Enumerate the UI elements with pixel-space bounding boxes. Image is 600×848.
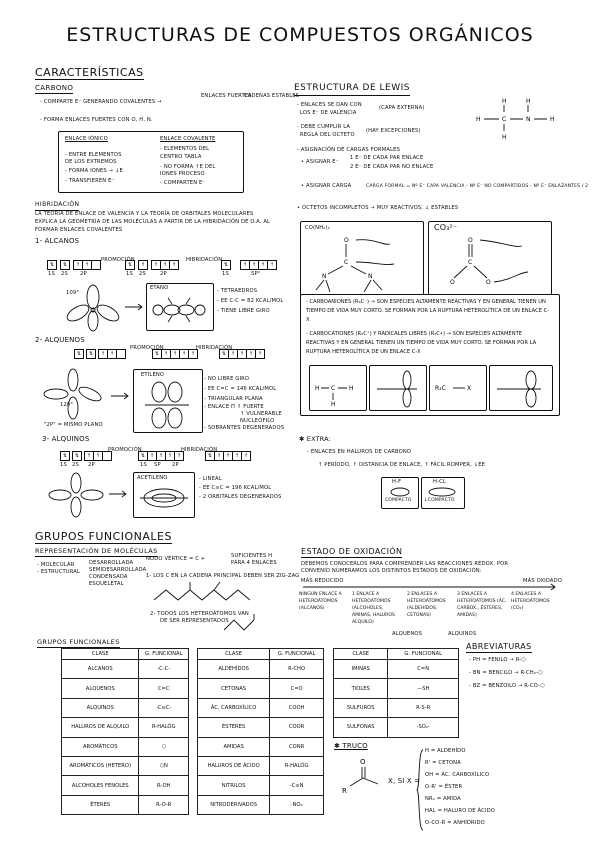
radical-orbital-diagram xyxy=(491,368,549,408)
extra-heading: ✱ EXTRA: xyxy=(299,435,331,443)
table-row xyxy=(198,679,324,698)
table-row xyxy=(62,698,189,717)
table-cell: R-HALÓG xyxy=(139,718,189,737)
table-cell: ALQUENOS xyxy=(62,679,139,698)
orbital-boxes: ↑ ↑ ↑ ↑ xyxy=(240,260,276,270)
svg-text:H: H xyxy=(550,116,555,123)
covalente-item: - NO FORMA ↑E DEL xyxy=(160,164,216,170)
table-cell: AROMÁTICOS (HETERO) xyxy=(62,756,139,775)
carbaniones-text: - CARBOANIONES (R₃C⁻) → SON ESPECIES ALTAMENTE REACTIVAS Y EN GENERAL TIENEN UN TIEMPO DE VIDA MUY CORTO. SE FORMAN POR LA RUPTURA HETEROLÍTICA DE UN ENLACE C-X xyxy=(306,299,550,323)
svg-text:H: H xyxy=(476,116,481,123)
table-cell: ALQUINOS xyxy=(62,698,139,717)
tabla-header: G. FUNCIONAL xyxy=(388,649,459,660)
carbanion-diagram xyxy=(311,368,363,408)
caracteristicas-heading: CARACTERÍSTICAS xyxy=(35,66,144,79)
truco-item: R' = CETONA xyxy=(425,760,461,766)
ionico-item: - ENTRE ELEMENTOS xyxy=(65,152,122,158)
table-cell: R-O-R xyxy=(139,795,189,814)
table-cell: ÉSTERES xyxy=(198,718,270,737)
lewis-bullet: - ASIGNACIÓN DE CARGAS FORMALES xyxy=(297,147,401,153)
table-cell: AROMÁTICOS xyxy=(62,737,139,756)
orbital-boxes: ⇅ ↑ ↑ ↑ ↑ xyxy=(138,451,183,461)
table-row xyxy=(334,718,459,737)
lewis-bullet: 1 E⁻ DE CADA PAR ENLACE xyxy=(350,155,424,161)
alquinos-title: 3- ALQUINOS xyxy=(42,435,90,443)
table-cell: R-HALÓG xyxy=(270,756,324,775)
orbital-label: 2P xyxy=(160,271,167,277)
orbital-boxes: ⇅ xyxy=(72,451,81,461)
ionico-item: - TRANSFIEREN E⁻ xyxy=(65,178,115,184)
svg-text:R₃C: R₃C xyxy=(435,385,446,392)
table-cell: C=N xyxy=(388,660,459,679)
angle-label: 109° xyxy=(66,290,80,296)
table-cell: ALCOHOLES FENOLES xyxy=(62,776,139,795)
table-cell: COOR xyxy=(270,718,324,737)
table-row xyxy=(198,718,324,737)
alquenos-prop: - EE C=C = 146 KCAL/MOL xyxy=(204,386,277,392)
svg-text:O: O xyxy=(360,758,366,766)
oxidacion-columns xyxy=(299,591,561,631)
carbonato-label: CO₃²⁻ xyxy=(434,223,458,232)
repr-item: DESARROLLADA xyxy=(89,560,134,566)
orbital-label: 1S xyxy=(140,462,147,468)
hibridacion-heading: HIBRIDACIÓN xyxy=(35,200,79,211)
oxidacion-col: 3 ENLACES A HETEROÁTOMOS (ÁC. CARBOX., ÉSTERES, AMIDAS) xyxy=(457,592,507,618)
carbonyl-diagram xyxy=(340,756,388,796)
repr-item: SEMIDESARROLLADA xyxy=(89,567,147,573)
hibridacion-text: EXPLICA LA GEOMETRÍA DE LAS MOLÉCULAS A PARTIR DE LA HIBRIDACIÓN DE O.A. AL xyxy=(35,219,271,225)
tabla-header: CLASE xyxy=(334,649,388,660)
table-cell: HALUROS DE ÁCIDO xyxy=(198,756,270,775)
alquenos-prop: - TRIANGULAR PLANA xyxy=(204,396,263,402)
table-row xyxy=(334,698,459,717)
alquenos-prop: - NO LIBRE GIRO xyxy=(204,376,250,382)
heteroatom-diagram xyxy=(222,612,266,636)
orbital-boxes: ⇅ ↑ ↑ ↑ ↑ xyxy=(152,349,197,359)
table-cell: R-OH xyxy=(139,776,189,795)
radical-diagram xyxy=(431,368,483,408)
etileno-label: ETILENO xyxy=(141,372,165,378)
table-row xyxy=(334,660,459,679)
svg-text:H: H xyxy=(526,98,531,105)
table-cell: -C≡C- xyxy=(139,698,189,717)
orbital-boxes: ⇅ xyxy=(60,260,69,270)
representacion-heading: REPRESENTACIÓN DE MOLÉCULAS xyxy=(35,547,158,555)
orbital-boxes: ↑ xyxy=(138,260,147,270)
orbital-label: 2P xyxy=(172,462,179,468)
table-row xyxy=(198,776,324,795)
table-row xyxy=(62,679,189,698)
table-row xyxy=(334,679,459,698)
tabla-2 xyxy=(197,648,324,815)
table-cell: TIOLES xyxy=(334,679,388,698)
alquenos-prop: ↑ VULNERABLE xyxy=(240,411,282,417)
orbital-boxes: ⇅ xyxy=(125,260,134,270)
arrow-icon xyxy=(108,490,128,498)
alcanos-title: 1- ALCANOS xyxy=(35,237,80,245)
orbital-boxes: ↑ ↑ xyxy=(98,349,125,359)
svg-text:N: N xyxy=(526,116,531,123)
alcanos-prop: - EE C-C = 82 KCAL/MOL xyxy=(217,298,284,304)
svg-text:X: X xyxy=(467,385,472,392)
lewis-bullet: - DEBE CUMPLIR LA xyxy=(297,124,351,130)
alquenos-prop: - SOBRANTES DEGENERADOS xyxy=(204,425,285,431)
carbono-heading: CARBONO xyxy=(35,84,74,92)
lewis-bullet: (CAPA EXTERNA) xyxy=(379,105,425,111)
table-cell: CETONAS xyxy=(198,679,270,698)
svg-text:H: H xyxy=(315,385,320,392)
table-cell: -C≡N xyxy=(270,776,324,795)
hibridacion-label: HIBRIDACIÓN xyxy=(196,345,233,351)
covalente-item: CENTRO TABLA xyxy=(160,154,202,160)
table-cell: NITRODERIVADOS xyxy=(198,795,270,814)
table-cell: HALUROS DE ALQUILO xyxy=(62,718,139,737)
abreviatura-item: - BZ = BENZOILO → R-CO-⬡ xyxy=(469,683,545,689)
repr-item: - MOLECULAR xyxy=(37,562,75,568)
mas-oxidado-label: MÁS OXIDADO xyxy=(523,578,562,584)
arrow-icon xyxy=(124,303,144,311)
alquenos-title: 2- ALQUENOS xyxy=(35,336,85,344)
svg-text:C: C xyxy=(331,385,336,392)
table-cell: -SO₂- xyxy=(388,718,459,737)
svg-text:O: O xyxy=(486,279,491,286)
table-cell: ÉTERES xyxy=(62,795,139,814)
oxidacion-text: DEBEMOS CONOCERLOS PARA COMPRENDER LAS REACCIONES REDOX. POR xyxy=(301,561,509,567)
repr-item: CONDENSADA xyxy=(89,574,128,580)
lewis-bullet: • OCTETOS INCOMPLETOS → MUY REACTIVOS, ↓ ESTABLES xyxy=(297,205,459,211)
alquinos-prop: - EE C≡C = 196 KCAL/MOL xyxy=(199,485,272,491)
oxidacion-col: 4 ENLACES A HETEROÁTOMOS (CO₂) xyxy=(511,592,550,611)
table-cell: CONR xyxy=(270,737,324,756)
table-cell: ⬡ xyxy=(139,737,189,756)
etano-label: ETANO xyxy=(150,285,169,291)
orbital-label: 1S xyxy=(222,271,229,277)
orbital-label: 2S xyxy=(61,271,68,277)
oxidacion-col: NINGÚN ENLACE A HETEROÁTOMOS (ALCANOS) xyxy=(299,592,342,611)
alcanos-prop: - TIENE LIBRE GIRO xyxy=(217,308,270,314)
orbital-boxes: ⇅ xyxy=(74,349,83,359)
orbital-label: 1S xyxy=(60,462,67,468)
orbital-label: 1S xyxy=(126,271,133,277)
angle-label: 120° xyxy=(60,402,74,408)
oxidacion-col: 1 ENLACE A HETEROÁTOMOS (ALCOHOLES, AMINAS, HALUROS ALQUILO) xyxy=(352,592,395,625)
svg-text:C: C xyxy=(502,116,507,123)
svg-text:N: N xyxy=(322,273,327,280)
tabla-header: CLASE xyxy=(198,649,270,660)
lewis-bullet: (HAY EXCEPCIONES) xyxy=(366,128,421,134)
truco-item: O-CO-R = ANHÍDRIDO xyxy=(425,820,485,826)
svg-text:H: H xyxy=(502,98,507,105)
table-row xyxy=(198,756,324,775)
svg-text:C: C xyxy=(468,259,473,266)
truco-item: NR₂ = AMIDA xyxy=(425,796,461,802)
lewis-example-diagram xyxy=(462,95,562,143)
urea-label: CO(NH₂)₂ xyxy=(305,225,330,231)
sp2-orbital-diagram xyxy=(38,368,108,420)
alquenos-prop: - ENLACE Π ↑ FUERTE xyxy=(204,404,264,410)
orbital-label: 2P xyxy=(88,462,95,468)
carbonato-diagram xyxy=(432,232,548,298)
brace-icon xyxy=(416,748,424,832)
tabla-3 xyxy=(333,648,459,738)
orbital-label: 1S xyxy=(48,271,55,277)
table-cell: ⬡N xyxy=(139,756,189,775)
acetileno-diagram xyxy=(137,483,191,513)
covalente-item: - ELEMENTOS DEL xyxy=(160,146,210,152)
lewis-bullet: • ASIGNAR E⁻ xyxy=(301,159,339,165)
truco-item: HAL = HALURO DE ÁCIDO xyxy=(425,808,495,814)
mas-reducido-label: MÁS REDUCIDO xyxy=(301,578,344,584)
carga-formal-formula: CARGA FORMAL = Nº E⁻ CAPA VALENCIA - Nº E⁻ NO COMPARTIDOS - Nº E⁻ ENLAZANTES / 2 xyxy=(366,184,589,189)
etano-diagram xyxy=(150,294,208,326)
table-cell: -NO₂ xyxy=(270,795,324,814)
alquinos-prop: - LINEAL xyxy=(199,476,222,482)
hibridacion-label: HIBRIDACIÓN xyxy=(186,257,223,263)
table-cell: AMIDAS xyxy=(198,737,270,756)
truco-formula: X, SI X = xyxy=(388,777,421,785)
orbital-label: 2P xyxy=(80,271,87,277)
svg-text:C: C xyxy=(344,259,349,266)
svg-text:N: N xyxy=(368,273,373,280)
table-cell: SULFONAS xyxy=(334,718,388,737)
oxidacion-heading: ESTADO DE OXIDACIÓN xyxy=(301,547,403,556)
table-cell: R-CHO xyxy=(270,660,324,679)
arrow-icon xyxy=(110,392,130,400)
truco-item: H = ALDEHÍDO xyxy=(425,748,466,754)
abreviatura-item: - BN = BENCILO → R-CH₂-⬡ xyxy=(469,670,543,676)
orbital-boxes: ⇅ xyxy=(47,260,56,270)
oxidacion-extra: ALQUENOS xyxy=(392,631,423,637)
repr-item: - ESTRUCTURAL xyxy=(37,569,81,575)
covalente-item: - COMPARTEN E⁻ xyxy=(160,180,206,186)
abreviatura-item: - PH = FENILO → R-⬡ xyxy=(469,657,526,663)
lewis-bullet: - ENLACES SE DAN CON xyxy=(297,102,362,108)
hibridacion-label: HIBRIDACIÓN xyxy=(181,447,218,453)
acetileno-label: ACETILENO xyxy=(137,475,168,481)
svg-text:O: O xyxy=(468,237,473,244)
table-cell: ALDEHÍDOS xyxy=(198,660,270,679)
table-cell: C=O xyxy=(270,679,324,698)
table-row xyxy=(198,698,324,717)
orbital-boxes: ⇅ xyxy=(86,349,95,359)
repr-item: SUFICIENTES H xyxy=(231,553,273,559)
orbital-label: SP³ xyxy=(251,271,260,277)
table-row xyxy=(198,660,324,679)
lewis-bullet: 2 E⁻ DE CADA PAR NO ENLACE xyxy=(350,164,434,170)
svg-text:H: H xyxy=(502,134,507,141)
covalente-item: IONES PROCESO xyxy=(160,171,205,177)
svg-text:O: O xyxy=(450,279,455,286)
hcl-orbital-icon xyxy=(426,487,458,497)
oxidacion-text: CONVENIO NUMERAMOS LOS DISTINTOS ESTADOS DE OXIDACIÓN: xyxy=(301,568,482,574)
lewis-bullet: REGLA DEL OCTETO xyxy=(300,132,355,138)
hcl-label: H-CL xyxy=(433,479,446,485)
carbono-bullet-1b: CADENAS ESTABLES xyxy=(244,93,300,99)
sp-orbital-diagram xyxy=(46,472,106,518)
lewis-bullet: LOS E⁻ DE VALENCIA xyxy=(300,110,357,116)
truco-item: OH = ÁC. CARBOXÍLICO xyxy=(425,772,490,778)
alquinos-prop: - 2 ORBITALES DEGENERADOS xyxy=(199,494,282,500)
promocion-label: PROMOCIÓN xyxy=(108,447,142,453)
orbital-boxes: ↑ ↑ xyxy=(84,451,111,461)
hibridacion-text: LA TEORÍA DE ENLACE DE VALENCIA Y LA TEORÍA DE ORBITALES MOLECULARES xyxy=(35,211,254,217)
table-cell: NITRILOS xyxy=(198,776,270,795)
zigzag-diagram xyxy=(150,580,268,610)
extra-text: ↑ PERÍODO, ↑ DISTANCIA DE ENLACE, ↑ FÁCIL ROMPER, ↓EE xyxy=(318,462,486,468)
orbital-label: SP xyxy=(154,462,161,468)
truco-item: O-R' = ÉSTER xyxy=(425,784,463,790)
page-title: ESTRUCTURAS DE COMPUESTOS ORGÁNICOS xyxy=(66,24,534,46)
orbital-label: 2S xyxy=(139,271,146,277)
ionico-item: DE LOS EXTREMOS xyxy=(65,159,117,165)
abreviaturas-heading: ABREVIATURAS xyxy=(466,642,532,651)
table-row xyxy=(62,718,189,737)
svg-text:H: H xyxy=(331,401,336,408)
table-cell: ÁC. CARBOXÍLICO xyxy=(198,698,270,717)
table-row xyxy=(62,776,189,795)
carbono-bullet-2: - FORMA ENLACES FUERTES CON O, H, N. xyxy=(40,117,153,123)
tabla-heading: GRUPOS FUNCIONALES xyxy=(37,638,120,646)
table-cell: -C-C- xyxy=(139,660,189,679)
svg-text:R: R xyxy=(342,787,347,795)
table-cell: SULFUROS xyxy=(334,698,388,717)
orbital-boxes: ⇅ xyxy=(60,451,69,461)
carbocation-diagram xyxy=(371,368,423,408)
enlace-covalente-title: ENLACE COVALENTE xyxy=(160,136,216,142)
svg-text:O: O xyxy=(344,237,349,244)
extra-text: - ENLACES EN HALUROS DE CARBONO xyxy=(307,449,412,455)
truco-heading: ✱ TRUCO xyxy=(334,742,368,750)
orbital-boxes: ⇅ ↑ ↑ ↑ ↑ xyxy=(219,349,264,359)
lewis-heading: ESTRUCTURA DE LEWIS xyxy=(294,82,410,96)
orbital-boxes: ⇅ ↑ ↑ ↑ ↑ xyxy=(205,451,250,461)
table-row xyxy=(198,795,324,814)
alquenos-prop: NUCLEÓFILO xyxy=(240,418,275,424)
hf-label: H-F xyxy=(392,479,402,485)
carbono-bullet-1a: ENLACES FUERTES xyxy=(201,93,252,99)
orbital-label: 2S xyxy=(72,462,79,468)
hf-compact-label: COMPACTO xyxy=(385,498,412,503)
repr-item: NODO VÉRTICE = C + xyxy=(146,556,206,562)
oxidation-arrow xyxy=(301,583,561,591)
lewis-bullet: • ASIGNAR CARGA xyxy=(301,183,352,189)
urea-diagram xyxy=(304,232,420,298)
tabla-header: G. FUNCIONAL xyxy=(270,649,324,660)
tabla-1 xyxy=(61,648,189,815)
table-cell: COOH xyxy=(270,698,324,717)
svg-text:H: H xyxy=(349,385,354,392)
oxidacion-col: 2 ENLACES A HETEROÁTOMOS (ALDEHÍDOS, CETONAS) xyxy=(407,592,446,618)
etileno-diagram xyxy=(137,380,197,430)
carbono-bullet-1: - COMPARTE E⁻ GENERANDO COVALENTES → xyxy=(40,99,162,105)
repr-item: PARA 4 ENLACES xyxy=(231,560,277,566)
table-cell: ALCANOS xyxy=(62,660,139,679)
carbocationes-text: - CARBOCATIONES (R₃C⁺) Y RADICALES LIBRES (R₃C•) → SON ESPECIES ALTAMENTE REACTIVAS Y EN GENERAL TIENEN UN TIEMPO DE VIDA MUY CORTO. SE FORMAN POR LA RUPTURA HETEROLÍTICA DE UN ENLACE C-X xyxy=(306,331,537,355)
repr-item: 1- LOS C EN LA CADENA PRINCIPAL DEBEN SER ZIG-ZAG xyxy=(146,573,300,579)
repr-item: 2- TODOS LOS HETEROÁTOMOS VAN xyxy=(150,611,249,617)
promocion-label: PROMOCIÓN xyxy=(101,257,135,263)
table-row xyxy=(62,660,189,679)
table-row xyxy=(198,737,324,756)
repr-item: ESQUELETAL xyxy=(89,581,124,587)
orbital-boxes: ↑ ↑ ↑ xyxy=(151,260,178,270)
table-row xyxy=(62,737,189,756)
orbital-boxes: ⇅ xyxy=(221,260,230,270)
table-cell: IMINAS xyxy=(334,660,388,679)
enlace-ionico-title: ENLACE IÓNICO xyxy=(65,136,108,142)
table-row xyxy=(62,756,189,775)
table-row xyxy=(62,795,189,814)
tabla-header: CLASE xyxy=(62,649,139,660)
promocion-label: PROMOCIÓN xyxy=(130,345,164,351)
orbital-boxes: ↑ ↑ xyxy=(73,260,100,270)
grupos-heading: GRUPOS FUNCIONALES xyxy=(35,530,172,543)
table-cell: C=C xyxy=(139,679,189,698)
hibridacion-text: FORMAR ENLACES COVALENTES xyxy=(35,227,123,233)
tabla-header: G. FUNCIONAL xyxy=(139,649,189,660)
hf-orbital-icon xyxy=(388,487,412,497)
alquenos-note: "2P" = MISMO PLANO xyxy=(44,422,103,428)
table-cell: —SH xyxy=(388,679,459,698)
ionico-item: - FORMA IONES → ↓E xyxy=(65,168,123,174)
table-cell: R-S-R xyxy=(388,698,459,717)
oxidacion-extra: ALQUINOS xyxy=(448,631,477,637)
repr-item: DE SER REPRESENTADOS xyxy=(160,618,229,624)
hcl-compact-label: ↓COMPACTO xyxy=(424,498,455,503)
alcanos-prop: - TETRAEDROS xyxy=(217,288,258,294)
